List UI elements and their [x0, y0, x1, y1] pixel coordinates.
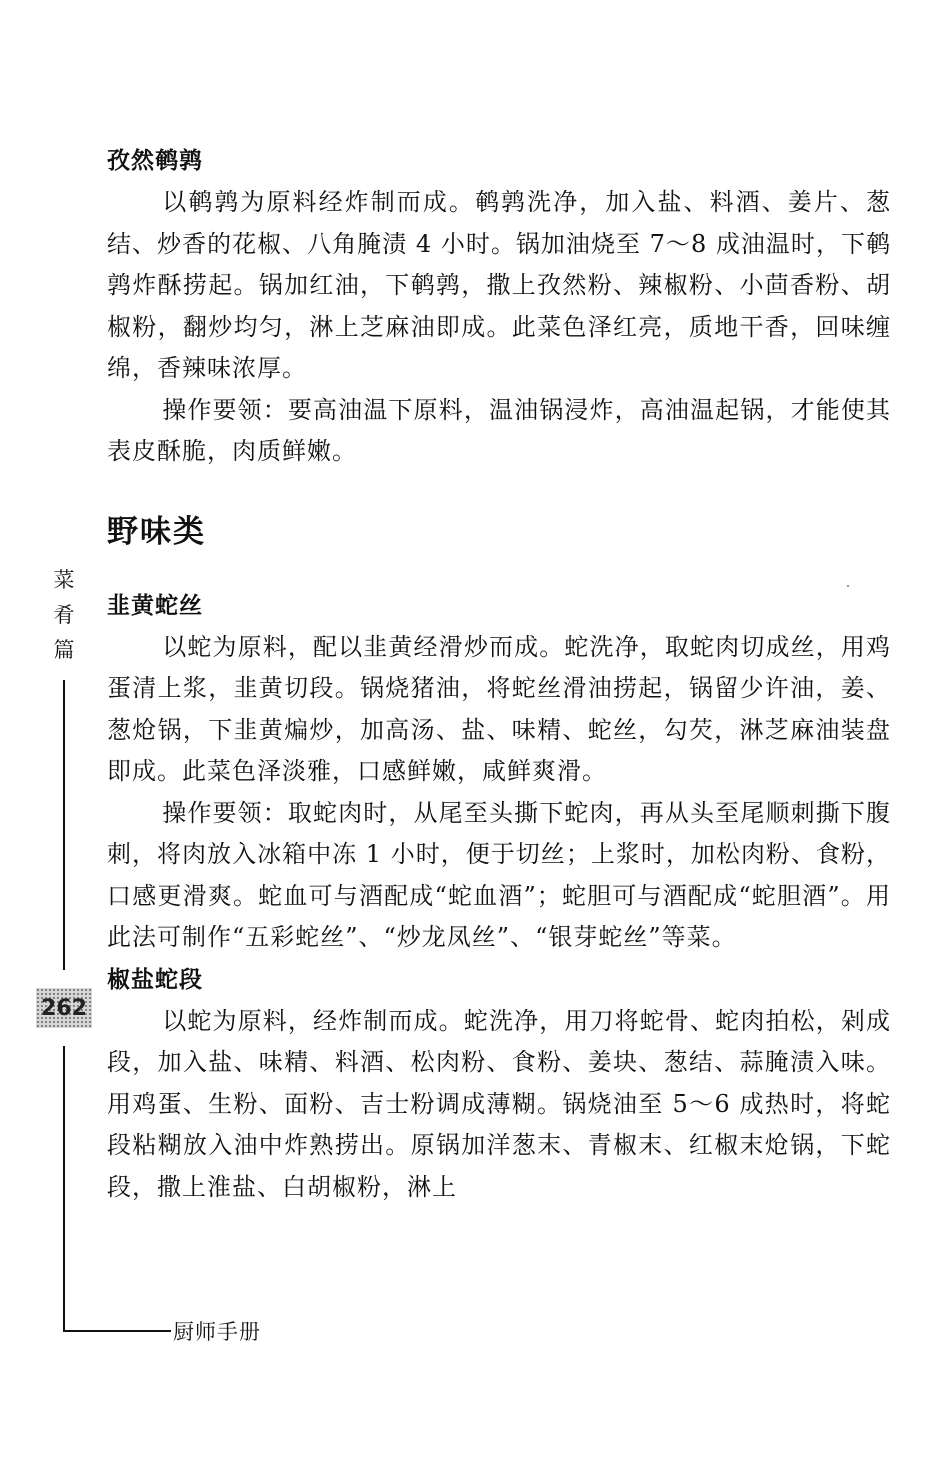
- dish-tips: 操作要领：要高油温下原料，温油锅浸炸，高油温起锅，才能使其表皮酥脆，肉质鲜嫩。: [107, 395, 891, 465]
- dish-jiuhuang-shesi: [107, 585, 891, 959]
- dish-title: 孜然鹌鹑: [107, 148, 203, 174]
- dish-jiaoyan-sheduan: [107, 959, 891, 1209]
- book-title-footer: 厨师手册: [173, 1320, 261, 1344]
- margin-rule-bottom: [63, 1046, 65, 1330]
- side-label-char: 篇: [53, 638, 75, 662]
- dish-description: 以鹌鹑为原料经炸制而成。鹌鹑洗净，加入盐、料酒、姜片、葱结、炒香的花椒、八角腌渍 4 小时。锅加油烧至 7～8 成油温时，下鹌鹑炸酥捞起。锅加红油，下鹌鹑，撒上孜然粉、辣椒粉、小茴香粉、胡椒粉，翻炒均匀，淋上芝麻油即成。此菜色泽红亮，质地干香，回味缠绵，香辣味浓厚。: [107, 188, 891, 382]
- scan-speck: [847, 585, 849, 587]
- dish-title: 椒盐蛇段: [107, 966, 203, 993]
- side-label-char: 肴: [53, 603, 75, 627]
- dish-ziran-anchun: [107, 140, 891, 473]
- page-number: 262: [36, 988, 92, 1028]
- footer-rule: [63, 1330, 171, 1332]
- dish-description: 以蛇为原料，经炸制而成。蛇洗净，用刀将蛇骨、蛇肉拍松，剁成段，加入盐、味精、料酒、松肉粉、食粉、姜块、葱结、蒜腌渍入味。用鸡蛋、生粉、面粉、吉士粉调成薄糊。锅烧油至 5～6 成热时，将蛇段粘糊放入油中炸熟捞出。原锅加洋葱末、青椒末、红椒末炝锅，下蛇段，撒上淮盐、白胡椒粉，淋上: [107, 1006, 891, 1201]
- dish-tips: 操作要领：取蛇肉时，从尾至头撕下蛇肉，再从头至尾顺刺撕下腹刺，将肉放入冰箱中冻 1 小时，便于切丝；上浆时，加松肉粉、食粉，口感更滑爽。蛇血可与酒配成“蛇血酒”；蛇胆可与酒配成“蛇胆酒”。用此法可制作“五彩蛇丝”、“炒龙凤丝”、“银芽蛇丝”等菜。: [107, 798, 891, 951]
- section-title: 野味类: [107, 513, 206, 550]
- side-section-label: [50, 563, 78, 668]
- side-label-char: 菜: [53, 568, 75, 592]
- margin-rule-top: [63, 680, 65, 970]
- dish-description: 以蛇为原料，配以韭黄经滑炒而成。蛇洗净，取蛇肉切成丝，用鸡蛋清上浆，韭黄切段。锅烧猪油，将蛇丝滑油捞起，锅留少许油，姜、葱炝锅，下韭黄煸炒，加高汤、盐、味精、蛇丝，勾芡，淋芝麻油装盘即成。此菜色泽淡雅，口感鲜嫩，咸鲜爽滑。: [107, 632, 891, 785]
- dish-title: 韭黄蛇丝: [107, 592, 203, 619]
- page-content: [107, 140, 891, 1208]
